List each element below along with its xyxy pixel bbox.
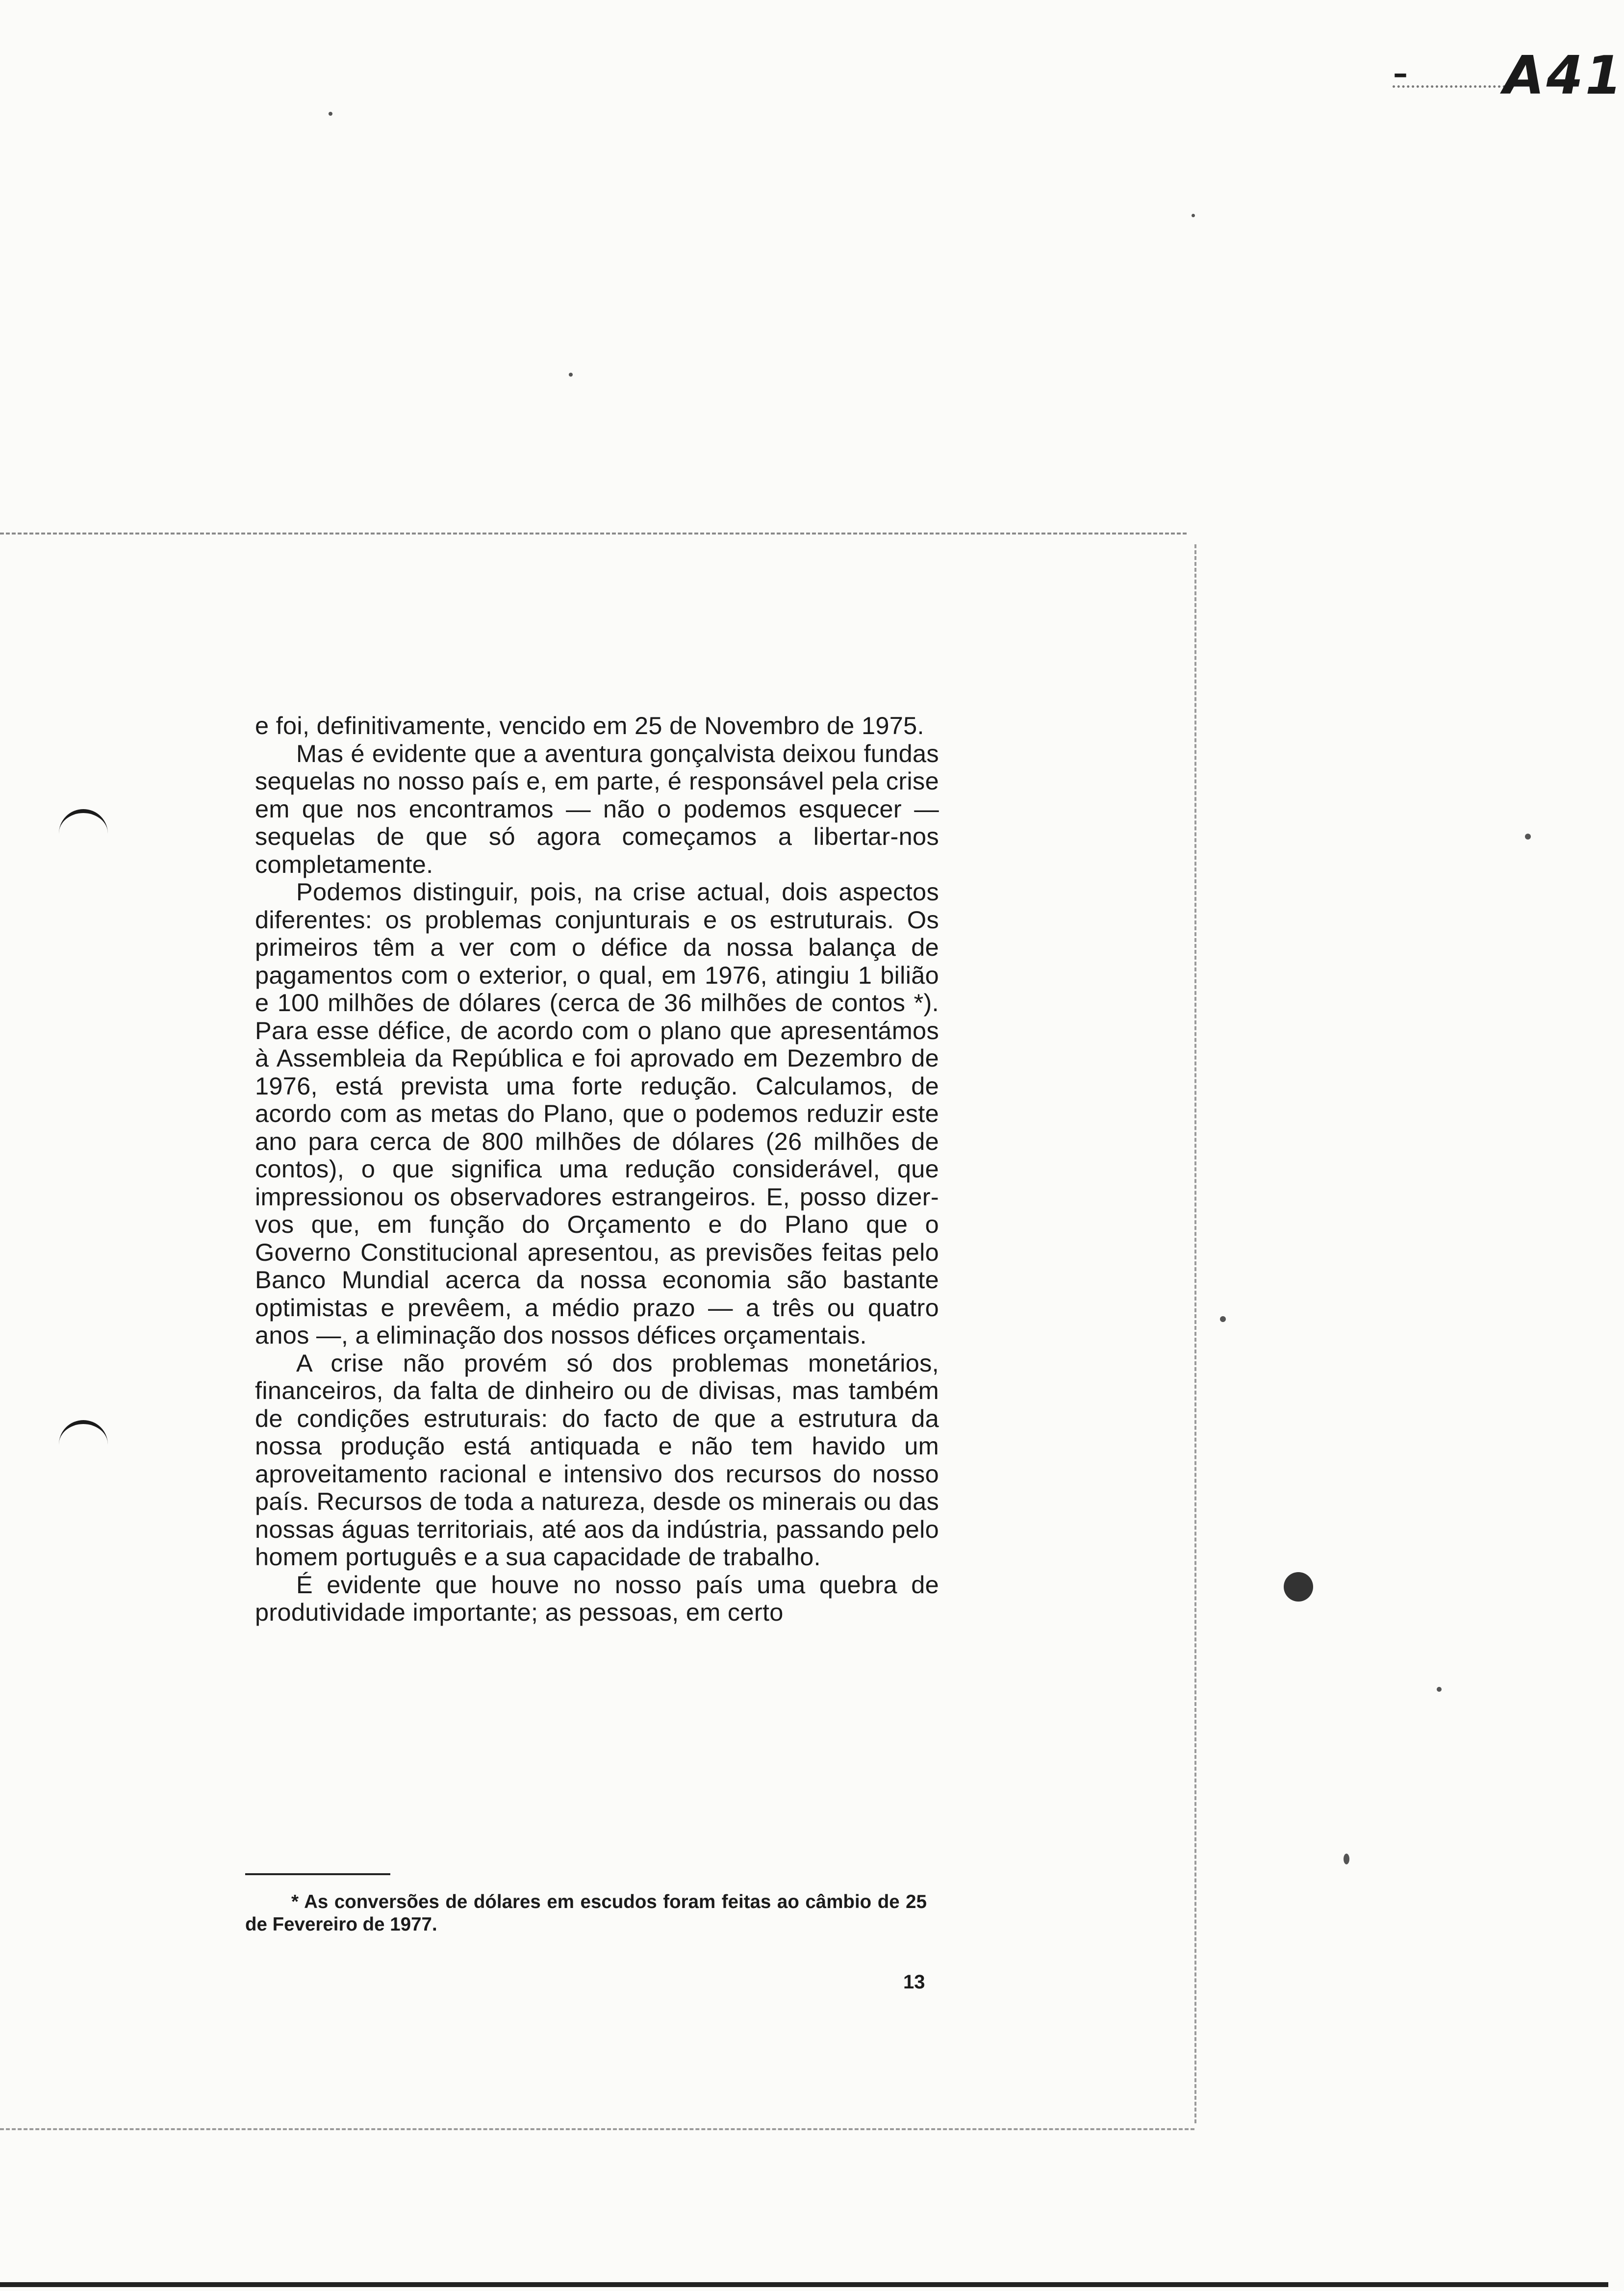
paragraph: e foi, definitivamente, vencido em 25 de Novembro de 1975. <box>255 712 924 739</box>
page-edge-bottom <box>0 2128 1194 2130</box>
footnote-rule <box>245 1873 390 1875</box>
stamp-code: A41 <box>1503 45 1624 106</box>
scan-speck <box>569 373 573 377</box>
footnote-text: As conversões de dólares em escudos foram feitas ao câmbio de 25 de Fevereiro de 1977. <box>245 1891 927 1935</box>
footnote-mark: * <box>291 1891 299 1912</box>
body-text <box>255 712 939 1627</box>
scan-speck <box>1220 1316 1226 1322</box>
scan-speck <box>1344 1854 1349 1864</box>
punch-hole-upper <box>59 809 108 847</box>
scan-speck <box>1525 834 1531 840</box>
paragraph: Mas é evidente que a aventura gonçalvista deixou fundas sequelas no nosso país e, em parte, é responsável pela crise em que nos encontramos — não o podemos esquecer — sequelas de que só agora começamos a libertar-nos completamente. <box>255 739 939 878</box>
footnote <box>245 1891 927 1936</box>
punch-hole-lower <box>59 1420 108 1458</box>
page-number: 13 <box>903 1971 925 1993</box>
paragraph: A crise não provém só dos problemas monetários, financeiros, da falta de dinheiro ou de divisas, mas também de condições estruturais: do facto de que a estrutura da nossa produção está antiquada e não tem havido um aproveitamento racional e intensivo dos recursos do nosso país. Recursos de toda a natureza, desde os minerais ou das nossas águas territoriais, até aos da indústria, passando pelo homem português e a sua capacidade de trabalho. <box>255 1349 939 1571</box>
paragraph: É evidente que houve no nosso país uma quebra de produtividade importante; as pessoas, em certo <box>255 1570 939 1626</box>
scan-speck <box>1192 214 1195 217</box>
scan-speck <box>1284 1572 1313 1602</box>
page-edge-top <box>0 533 1187 535</box>
archive-stamp <box>1393 45 1624 119</box>
page-edge-right <box>1194 544 1196 2123</box>
stamp-dotted-line <box>1393 85 1505 88</box>
stamp-dash: - <box>1393 46 1408 98</box>
scan-speck <box>1437 1687 1442 1692</box>
scan-bottom-border <box>0 2282 1608 2287</box>
scan-speck <box>329 112 332 116</box>
paragraph: Podemos distinguir, pois, na crise actual, dois aspectos diferentes: os problemas conjunturais e os estruturais. Os primeiros têm a ver com o défice da nossa balança de pagamentos com o exterior, o qual, em 1976, atingiu 1 bilião e 100 milhões de dólares (cerca de 36 milhões de contos *). Para esse défice, de acordo com o plano que apresentámos à Assembleia da República e foi aprovado em Dezembro de 1976, está prevista uma forte redução. Calculamos, de acordo com as metas do Plano, que o podemos reduzir este ano para cerca de 800 milhões de dólares (26 milhões de contos), o que significa uma redução considerável, que impressionou os observadores estrangeiros. E, posso dizer-vos que, em função do Orçamento e do Plano que o Governo Constitucional apresentou, as previsões feitas pelo Banco Mundial acerca da nossa economia são bastante optimistas e prevêem, a médio prazo — a três ou quatro anos —, a eliminação dos nossos défices orçamentais. <box>255 878 939 1349</box>
